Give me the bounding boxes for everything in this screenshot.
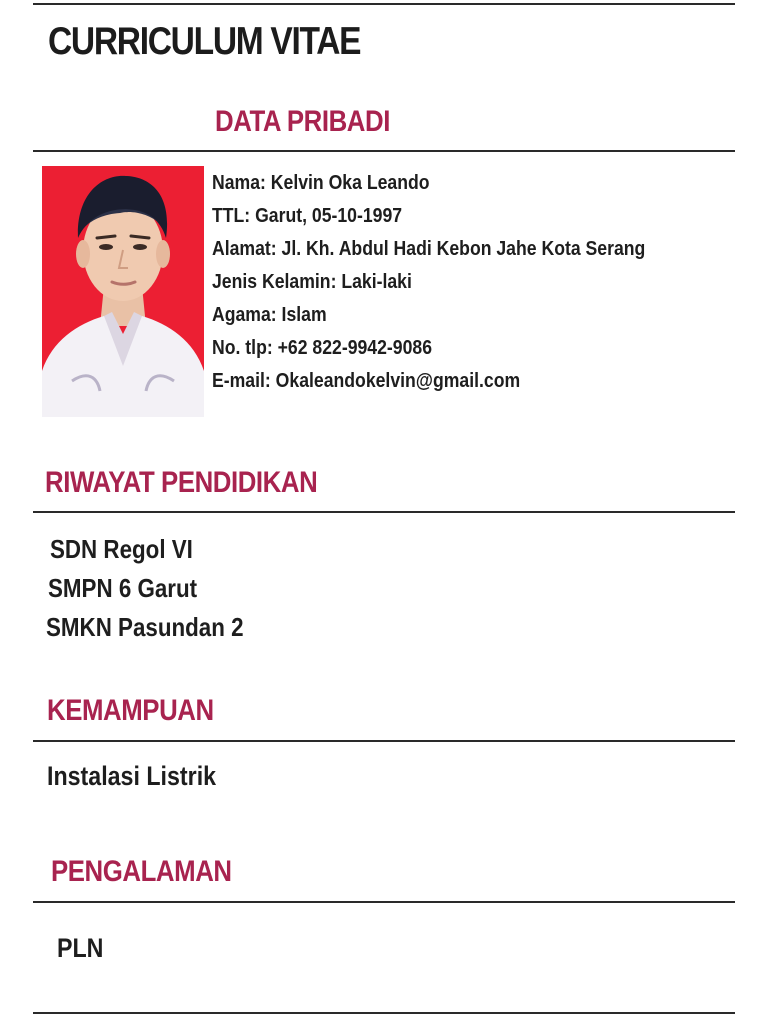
- education-item: SMPN 6 Garut: [48, 573, 198, 603]
- experience-heading: PENGALAMAN: [51, 855, 232, 888]
- document-title: CURRICULUM VITAE: [48, 20, 361, 63]
- education-heading: RIWAYAT PENDIDIKAN: [45, 466, 318, 499]
- birth-field: TTL: Garut, 05-10-1997: [212, 204, 403, 227]
- gender-field: Jenis Kelamin: Laki-laki: [212, 270, 412, 293]
- portrait-photo-icon: [42, 166, 204, 417]
- personal-data-list: [212, 170, 716, 401]
- personal-data-heading: DATA PRIBADI: [215, 105, 390, 138]
- skills-heading: KEMAMPUAN: [47, 694, 214, 727]
- profile-photo: [42, 166, 204, 417]
- experience-divider: [33, 901, 735, 903]
- religion-field: Agama: Islam: [212, 303, 327, 326]
- name-field: Nama: Kelvin Oka Leando: [212, 171, 430, 194]
- education-list: [46, 533, 276, 650]
- skills-divider: [33, 740, 735, 742]
- experience-item: PLN: [57, 933, 104, 963]
- education-divider: [33, 511, 735, 513]
- education-item: SMKN Pasundan 2: [46, 612, 244, 642]
- bottom-divider: [33, 1012, 735, 1014]
- email-field: E-mail: Okaleandokelvin@gmail.com: [212, 369, 521, 392]
- address-field: Alamat: Jl. Kh. Abdul Hadi Kebon Jahe Kota Serang: [212, 237, 646, 260]
- top-divider: [33, 3, 735, 5]
- education-item: SDN Regol VI: [50, 534, 193, 564]
- phone-field: No. tlp: +62 822-9942-9086: [212, 336, 433, 359]
- skills-item: Instalasi Listrik: [47, 761, 217, 791]
- personal-data-divider: [33, 150, 735, 152]
